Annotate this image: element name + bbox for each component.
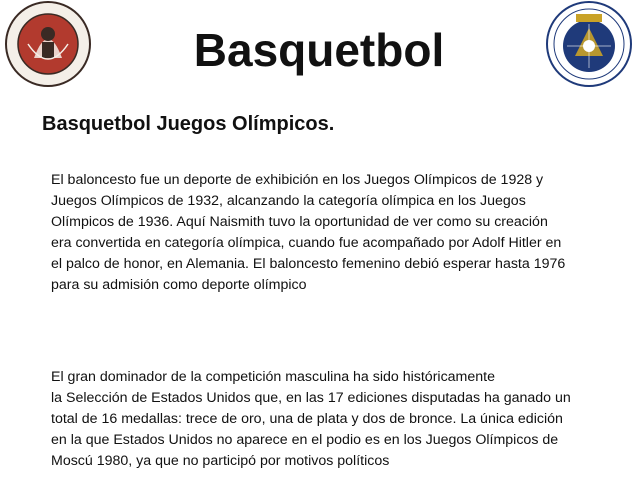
paragraph-line: total de 16 medallas: trece de oro, una de plata y dos de bronce. La única edición xyxy=(51,411,563,427)
paragraph-line: El gran dominador de la competición masculina ha sido históricamente xyxy=(51,369,495,385)
paragraph-line: era convertida en categoría olímpica, cuando fue acompañado por Adolf Hitler en xyxy=(51,235,562,251)
paragraph-line: el palco de honor, en Alemania. El baloncesto femenino debió esperar hasta 1976 xyxy=(51,256,566,272)
paragraph-line: en la que Estados Unidos no aparece en el podio es en los Juegos Olímpicos de xyxy=(51,432,559,448)
paragraph-line: la Selección de Estados Unidos que, en las 17 ediciones disputadas ha ganado un xyxy=(51,390,571,406)
paragraph-line: para su admisión como deporte olímpico xyxy=(51,277,307,293)
paragraph-line: Olímpicos de 1936. Aquí Naismith tuvo la oportunidad de ver como su creación xyxy=(51,214,548,230)
paragraph-usa-dominance xyxy=(51,367,591,472)
paragraph-line: Juegos Olímpicos de 1932, alcanzando la categoría olímpica en los Juegos xyxy=(51,193,526,209)
paragraph-line: Moscú 1980, ya que no participó por motivos políticos xyxy=(51,453,390,469)
section-subtitle: Basquetbol Juegos Olímpicos. xyxy=(42,113,335,135)
paragraph-olympic-history xyxy=(51,170,591,296)
page-title: Basquetbol xyxy=(193,24,445,76)
paragraph-line: El baloncesto fue un deporte de exhibición en los Juegos Olímpicos de 1928 y xyxy=(51,172,544,188)
